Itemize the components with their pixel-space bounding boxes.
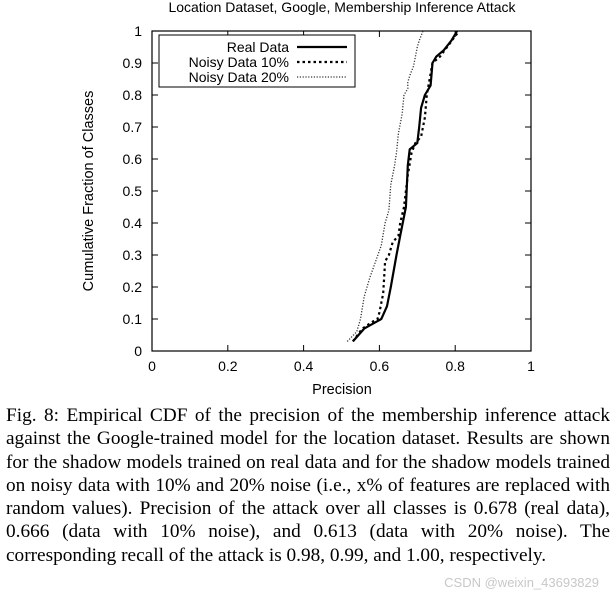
x-tick-label: 0.4 <box>293 358 314 374</box>
y-tick-label: 0.8 <box>122 87 142 103</box>
legend-label: Real Data <box>226 39 289 55</box>
y-tick-label: 0.4 <box>122 215 142 231</box>
y-tick-label: 0.7 <box>122 119 142 135</box>
y-tick-label: 0.5 <box>122 183 142 199</box>
x-tick-label: 0.2 <box>218 358 238 374</box>
x-tick-label: 0.8 <box>445 358 465 374</box>
series-line <box>353 31 457 341</box>
series-layer <box>347 31 459 341</box>
legend <box>159 35 355 87</box>
y-tick-label: 0.1 <box>122 311 142 327</box>
series-line <box>353 31 459 341</box>
x-tick-label: 0.6 <box>369 358 390 374</box>
y-tick-label: 0 <box>134 343 142 359</box>
legend-label: Noisy Data 20% <box>188 69 289 85</box>
series-line <box>347 31 423 341</box>
y-tick-label: 0.6 <box>122 151 142 167</box>
y-tick-label: 0.2 <box>122 279 142 295</box>
y-axis-label: Cumulative Fraction of Classes <box>81 90 97 292</box>
watermark: CSDN @weixin_43693829 <box>444 575 599 590</box>
x-tick-label: 0 <box>148 358 156 374</box>
y-tick-label: 0.9 <box>122 55 142 71</box>
y-tick-label: 1 <box>134 23 142 39</box>
legend-label: Noisy Data 10% <box>188 54 289 70</box>
x-axis-label: Precision <box>312 382 372 398</box>
y-tick-label: 0.3 <box>122 247 142 263</box>
chart-title: Location Dataset, Google, Membership Inference Attack <box>168 0 516 15</box>
figure-caption: Fig. 8: Empirical CDF of the precision of the membership inference attack against the Google-trained model for the location dataset. Results are shown for the shadow models trained on real data and for the shadow models trained on noisy data with 10% and 20% noise (i.e., x% of features are replaced with random values). Precision of the attack over all classes is 0.678 (real data), 0.666 (data with 10% noise), and 0.613 (data with 20% noise). The corresponding recall of the attack is 0.98, 0.99, and 1.00, respectively. <box>6 405 610 566</box>
x-tick-label: 1 <box>527 358 535 374</box>
